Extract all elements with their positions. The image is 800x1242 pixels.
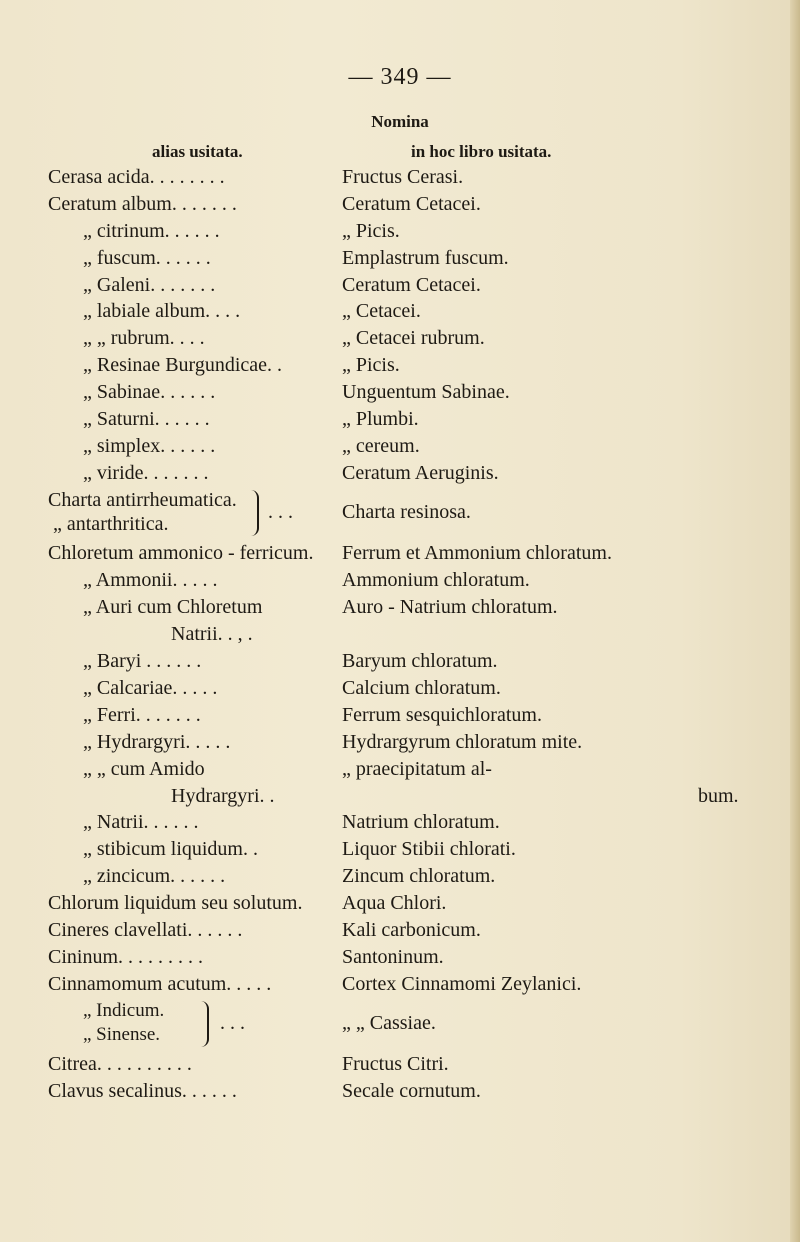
table-heading: Nomina [371, 112, 429, 131]
table-row [48, 540, 788, 567]
row-left: „ fuscum. . . . . . [83, 246, 211, 269]
row-left: Ceratum album. . . . . . . [48, 192, 237, 215]
table-row [48, 783, 788, 810]
row-left: „ Resinae Burgundicae. . [83, 354, 283, 377]
row-left: Cineres clavellati. . . . . . [48, 918, 243, 941]
row-right: Liquor Stibii chlorati. [342, 838, 516, 861]
table-row [48, 621, 788, 648]
row-right: Unguentum Sabinae. [342, 381, 510, 404]
row-right: Ammonium chloratum. [342, 569, 530, 592]
row-right: „ cereum. [342, 434, 420, 457]
row-left: Cinnamomum acutum. . . . . [48, 972, 272, 995]
row-right: Cortex Cinnamomi Zeylanici. [342, 972, 582, 995]
row-right: Secale cornutum. [342, 1080, 481, 1103]
table-row [48, 890, 788, 917]
table-row [48, 675, 788, 702]
row-left: Clavus secalinus. . . . . . [48, 1080, 237, 1103]
row-left: „ Natrii. . . . . . [83, 811, 199, 834]
row-right: Fructus Citri. [342, 1053, 449, 1076]
table-row [48, 164, 788, 191]
row-left: „ Saturni. . . . . . [83, 408, 210, 431]
table-row [48, 191, 788, 218]
row-right: „ Picis. [342, 219, 400, 242]
table-row [48, 729, 788, 756]
row-left: „ viride. . . . . . . [83, 461, 209, 484]
table-row [48, 298, 788, 325]
row-left: „ simplex. . . . . . [83, 434, 216, 457]
row-left: „ Sinense. [83, 1023, 161, 1045]
row-left: „ Calcariae. . . . . [83, 676, 218, 699]
brace [248, 490, 259, 536]
row-left: „ citrinum. . . . . . [83, 219, 220, 242]
row-left: „ Ammonii. . . . . [83, 569, 218, 592]
row-right: Emplastrum fuscum. [342, 246, 509, 269]
row-right: Fructus Cerasi. [342, 166, 464, 188]
row-right: „ Picis. [342, 354, 400, 377]
row-left: Citrea. . . . . . . . . . [48, 1053, 192, 1076]
table-row [48, 352, 788, 379]
row-right: Ceratum Aeruginis. [342, 461, 499, 484]
row-left: „ zincicum. . . . . . [83, 865, 226, 888]
table-row [48, 917, 788, 944]
table-row [48, 648, 788, 675]
page-edge [790, 0, 800, 1242]
synonym-table [48, 164, 788, 1105]
row-right: Charta resinosa. [342, 500, 471, 523]
row-left: „ Auri cum Chloretum [83, 596, 263, 619]
row-left: „ Hydrargyri. . . . . [83, 730, 231, 753]
row-left: Hydrargyri. . [171, 784, 275, 807]
row-left: „ Galeni. . . . . . . [83, 273, 216, 296]
row-right: Natrium chloratum. [342, 811, 500, 834]
table-row [48, 863, 788, 890]
table-row [48, 944, 788, 971]
row-right: „ Plumbi. [342, 408, 419, 431]
row-left: Chloretum ammonico - ferricum. [48, 542, 314, 565]
table-row [48, 594, 788, 621]
row-right: Ceratum Cetacei. [342, 273, 481, 296]
row-right: Santoninum. [342, 945, 444, 968]
dot-leader: . . . [220, 1011, 245, 1034]
row-right: Baryum chloratum. [342, 650, 498, 673]
row-right: „ Cetacei rubrum. [342, 327, 485, 350]
row-right: Auro - Natrium chloratum. [342, 596, 558, 619]
row-right: Calcium chloratum. [342, 676, 501, 699]
table-row [48, 325, 788, 352]
row-right: „ Cetacei. [342, 300, 421, 323]
table-row [48, 1078, 788, 1105]
row-left: „ Sabinae. . . . . . [83, 381, 216, 404]
table-row [48, 702, 788, 729]
table-row [48, 272, 788, 299]
table-row [48, 379, 788, 406]
brace-row [48, 998, 788, 1052]
table-row [48, 756, 788, 783]
row-right: Ferrum sesquichloratum. [342, 703, 542, 726]
table-row [48, 809, 788, 836]
table-row [48, 245, 788, 272]
brace [198, 1001, 209, 1047]
column-header-right: in hoc libro usitata. [411, 142, 552, 161]
table-row [48, 433, 788, 460]
row-left: „ Ferri. . . . . . . [83, 703, 201, 726]
dot-leader: . . . [268, 500, 293, 523]
row-right: bum. [698, 784, 739, 807]
row-left: Natrii. . , . [171, 623, 253, 646]
row-left: „ Indicum. [83, 999, 165, 1021]
page-number: — 349 — [348, 64, 452, 90]
row-left: Charta antirrheumatica. [48, 488, 237, 511]
table-row [48, 836, 788, 863]
row-left: Chlorum liquidum seu solutum. [48, 892, 303, 915]
table-row [48, 460, 788, 487]
row-right: Zincum chloratum. [342, 865, 496, 888]
table-row [48, 218, 788, 245]
row-left: „ „ cum Amido [83, 757, 205, 780]
row-right: Aqua Chlori. [342, 892, 447, 915]
row-right: Kali carbonicum. [342, 918, 481, 941]
column-header-left: alias usitata. [152, 142, 243, 161]
row-left: „ Baryi . . . . . . [83, 650, 202, 673]
table-row [48, 1051, 788, 1078]
row-left: Cininum. . . . . . . . . [48, 945, 204, 968]
table-row [48, 567, 788, 594]
row-right: Hydrargyrum chloratum mite. [342, 730, 583, 753]
row-right: Ferrum et Ammonium chloratum. [342, 542, 612, 565]
row-left-sub: „ antarthritica. [53, 512, 169, 535]
row-left: Cerasa acida. . . . . . . . [48, 166, 225, 188]
row-right: „ praecipitatum al- [342, 757, 492, 780]
row-left: „ „ rubrum. . . . [83, 327, 205, 350]
brace-row [48, 487, 788, 541]
table-row [48, 971, 788, 998]
row-right: „ „ Cassiae. [342, 1011, 436, 1034]
row-right: Ceratum Cetacei. [342, 192, 481, 215]
row-left: „ stibicum liquidum. . [83, 838, 258, 861]
table-row [48, 406, 788, 433]
row-left [48, 511, 169, 538]
row-left: „ labiale album. . . . [83, 300, 241, 323]
